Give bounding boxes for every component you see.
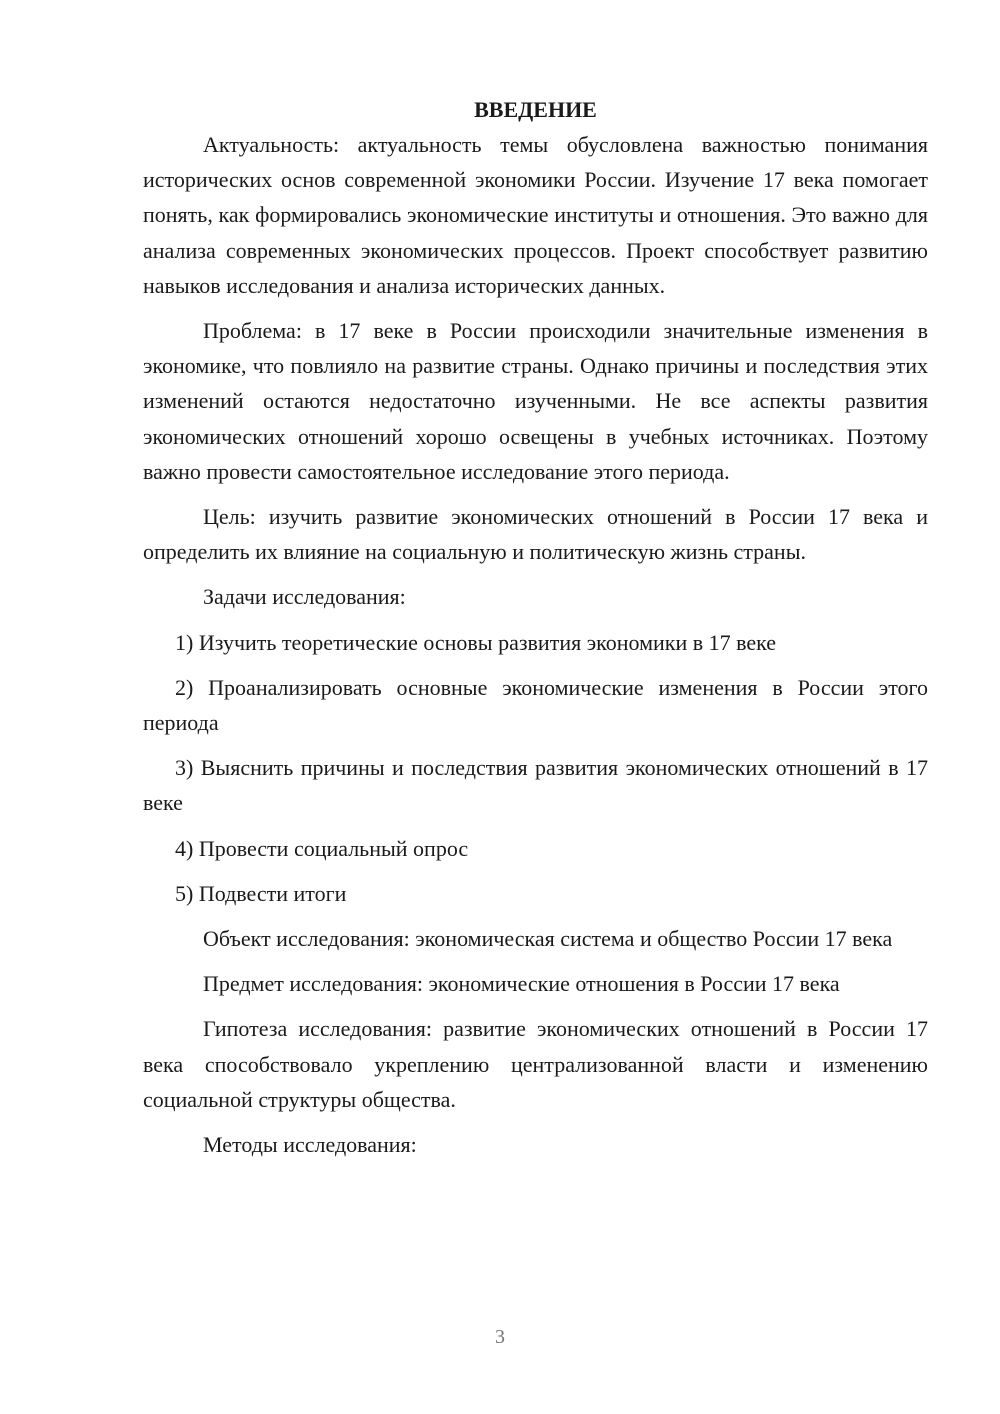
subject-paragraph: Предмет исследования: экономические отношения в России 17 века (203, 971, 840, 997)
problem-paragraph: Проблема: в 17 веке в России происходили значительные изменения в экономике, что повлияло на развитие страны. Однако причины и последствия этих изменений остаются недостаточно изученными. Не все аспекты развития экономических отношений хорошо освещены в учебных источниках. Поэтому важно провести самостоятельное исследование этого периода. (143, 318, 928, 484)
hypothesis-paragraph: Гипотеза исследования: развитие экономических отношений в России 17 века способствовало укреплению централизованной власти и изменению социальной структуры общества. (143, 1016, 928, 1112)
section-heading: ВВЕДЕНИЕ (474, 97, 597, 122)
goal-paragraph: Цель: изучить развитие экономических отношений в России 17 века и определить их влияние на социальную и политическую жизнь страны. (143, 504, 928, 565)
methods-paragraph: Методы исследования: (203, 1132, 417, 1158)
object-paragraph: Объект исследования: экономическая система и общество России 17 века (203, 926, 893, 952)
tasks-heading: Задачи исследования: (203, 584, 406, 610)
task-item-1: 1) Изучить теоретические основы развития экономики в 17 веке (175, 629, 777, 655)
page-number: 3 (495, 1326, 505, 1348)
task-item-4: 4) Провести социальный опрос (175, 835, 469, 861)
task-item-3: 3) Выяснить причины и последствия развития экономических отношений в 17 веке (143, 755, 928, 816)
task-item-5: 5) Подвести итоги (175, 880, 347, 906)
document-page (143, 92, 928, 1162)
relevance-paragraph: Актуальность: актуальность темы обусловлена важностью понимания исторических основ современной экономики России. Изучение 17 века помогает понять, как формировались экономические институты и отношения. Это важно для анализа современных экономических процессов. Проект способствует развитию навыков исследования и анализа исторических данных. (143, 132, 928, 298)
task-item-2: 2) Проанализировать основные экономические изменения в России этого периода (143, 674, 928, 736)
